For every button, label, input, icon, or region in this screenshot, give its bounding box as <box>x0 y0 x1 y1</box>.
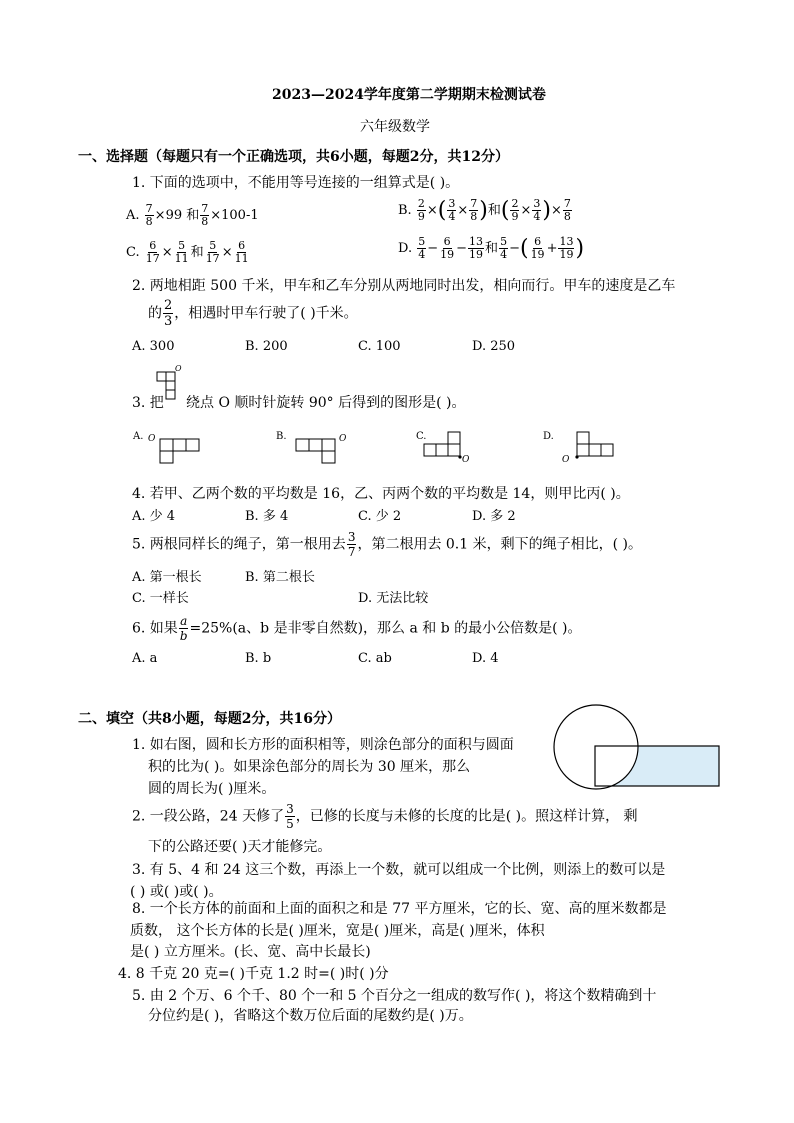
fill-q8-line2: 质数， 这个长方体的长是( )厘米，宽是( )厘米，高是( )厘米，体积 <box>130 923 545 939</box>
fraction: $\frac{6}{19}$ <box>440 235 455 261</box>
fraction: $\frac{3}{4}$ <box>448 197 456 223</box>
fill-q2-post: ，已修的长度与未修的长度的比是( )。照这样计算， 剩 <box>295 808 638 825</box>
q6-option-b: B. b <box>245 651 272 666</box>
fraction: $\frac{13}{19}$ <box>559 235 574 261</box>
fraction: $\frac{3}{4}$ <box>533 197 541 223</box>
q6-option-c: C. ab <box>358 651 392 666</box>
q6-pre: 6. 如果 <box>132 620 178 637</box>
q6-option-d: D. 4 <box>472 651 499 666</box>
svg-text:O: O <box>339 434 347 444</box>
question-3-pre: 3. 把 <box>132 395 164 411</box>
q2-option-d: D. 250 <box>472 339 516 354</box>
q5-option-d: D. 无法比较 <box>358 591 429 606</box>
fraction: $\frac{6}{19}$ <box>530 235 545 261</box>
fill-q3-line2: ( ) 或( )或( )。 <box>130 884 223 900</box>
fill-q8-line3: 是( ) 立方厘米。(长、宽、高中长最长) <box>130 944 371 960</box>
q5-post: ，第二根用去 0.1 米，剩下的绳子相比，( )。 <box>357 536 642 553</box>
q2-pre: 的 <box>148 305 162 322</box>
q5-pre: 5. 两根同样长的绳子，第一根用去 <box>132 536 346 553</box>
q4-option-b: B. 多 4 <box>245 509 289 524</box>
q3-figure-d <box>562 430 622 466</box>
q2-option-a: A. 300 <box>132 339 175 354</box>
fraction: $\frac{7}{8}$ <box>563 197 571 223</box>
q1-a-tail: ×100-1 <box>210 208 259 223</box>
q1-option-c: C. $\frac{6}{17}$ × $\frac{5}{11}$ 和 $\frac{5}{17}$ × $\frac{6}{11}$ <box>126 239 249 265</box>
q1-d-label: D. <box>398 241 413 256</box>
q3-option-a: A. <box>133 431 144 442</box>
q6-option-a: A. a <box>132 651 158 666</box>
fraction: $\frac{5}{4}$ <box>418 235 426 261</box>
question-4-text: 4. 若甲、乙两个数的平均数是 16，乙、丙两个数的平均数是 14，则甲比丙( )。 <box>132 486 630 502</box>
fraction: $\frac{2}{9}$ <box>417 197 425 223</box>
page-title: 2023—2024学年度第二学期期末检测试卷 <box>272 87 546 103</box>
fill-q8-line1: 8. 一个长方体的前面和上面的面积之和是 77 平方厘米，它的长、宽、高的厘米数都是 <box>132 901 667 917</box>
fraction: $\frac{5}{11}$ <box>174 239 189 265</box>
svg-text:O: O <box>562 455 570 465</box>
fill-q1-line3: 圆的周长为( )厘米。 <box>148 781 276 797</box>
fill-q1-line2: 积的比为( )。如果涂色部分的周长为 30 厘米，那么 <box>148 759 471 775</box>
q3-option-d: D. <box>543 431 554 442</box>
fraction: $\frac{13}{19}$ <box>469 235 484 261</box>
fill-q4-text: 4. 8 千克 20 克=( )千克 1.2 时=( )时( )分 <box>118 966 389 982</box>
question-2-line2 <box>148 298 358 329</box>
fill-q1-line1: 1. 如右图，圆和长方形的面积相等，则涂色部分的面积与圆面 <box>132 737 514 753</box>
q1-option-b: B. $\frac{2}{9}$ ×( $\frac{3}{4}$ × $\frac{7}{8}$ )和( $\frac{2}{9}$ × $\frac{3}{4}$ )× $\frac{7}{8}$ <box>398 197 571 223</box>
q5-option-a: A. 第一根长 <box>132 570 202 585</box>
section-heading-choice: 一、选择题（每题只有一个正确选项，共6小题，每题2分，共12分） <box>78 149 509 165</box>
question-3-post: 绕点 O 顺时针旋转 90° 后得到的图形是( )。 <box>186 395 466 411</box>
fraction: $\frac{a}{b}$ <box>179 614 188 643</box>
section-heading-fill: 二、填空（共8小题，每题2分，共16分） <box>78 711 341 727</box>
fill-q2-pre: 2. 一段公路，24 天修了 <box>132 808 285 825</box>
fraction: $\frac{7}{8}$ <box>470 197 478 223</box>
q5-option-b: B. 第二根长 <box>245 570 315 585</box>
q1-b-label: B. <box>398 203 412 218</box>
circle-rectangle-figure <box>550 703 730 793</box>
svg-text:O: O <box>148 434 156 444</box>
fraction: $\frac{7}{8}$ <box>201 202 209 228</box>
question-6-text <box>132 614 582 643</box>
fraction: $\frac{7}{8}$ <box>145 202 153 228</box>
q2-post: ，相遇时甲车行驶了( )千米。 <box>174 305 358 322</box>
fraction: $\frac{6}{11}$ <box>234 239 249 265</box>
fraction: $\frac{3}{5}$ <box>286 802 294 831</box>
question-5-text <box>132 530 642 559</box>
q1-option-a <box>126 203 259 228</box>
q4-option-a: A. 少 4 <box>132 509 176 524</box>
q1-a-mid: ×99 和 <box>154 208 200 223</box>
fill-q5-line1: 5. 由 2 个万、6 个千、80 个一和 5 个百分之一组成的数写作( )，将这个数精确到十 <box>132 988 657 1004</box>
q1-b-and: 和 <box>487 203 501 218</box>
fill-q2-line1 <box>132 802 638 831</box>
fraction: $\frac{3}{7}$ <box>347 530 356 559</box>
q1-d-and: 和 <box>485 241 499 256</box>
q3-option-b: B. <box>276 431 287 442</box>
q3-figure-b <box>294 430 350 466</box>
q2-option-c: C. 100 <box>358 339 401 354</box>
q3-source-figure <box>155 366 185 406</box>
q3-figure-c <box>420 430 476 466</box>
fraction: $\frac{6}{17}$ <box>145 239 160 265</box>
svg-text:O: O <box>175 364 182 373</box>
fill-q3-line1: 3. 有 5、4 和 24 这三个数，再添上一个数，就可以组成一个比例，则添上的数可以是 <box>132 862 666 878</box>
q1-c-label: C. <box>126 245 140 260</box>
q1-c-and: 和 <box>190 245 204 260</box>
page-subtitle: 六年级数学 <box>360 119 430 135</box>
question-1-text: 1. 下面的选项中，不能用等号连接的一组算式是( )。 <box>132 175 460 191</box>
fill-q5-line2: 分位约是( )，省略这个数万位后面的尾数约是( )万。 <box>148 1008 473 1024</box>
question-2-line1: 2. 两地相距 500 千米，甲车和乙车分别从两地同时出发，相向而行。甲车的速度是乙车 <box>132 278 676 294</box>
q3-option-c: C. <box>416 431 427 442</box>
q1-option-d: D. $\frac{5}{4}$ − $\frac{6}{19}$ − $\frac{13}{19}$ 和 $\frac{5}{4}$ −( $\frac{6}{19}$ + $\frac{13}{19}$ ) <box>398 235 585 261</box>
fraction: $\frac{5}{17}$ <box>205 239 220 265</box>
svg-text:O: O <box>462 455 470 465</box>
q2-option-b: B. 200 <box>245 339 288 354</box>
fraction: $\frac{5}{4}$ <box>500 235 508 261</box>
q5-option-c: C. 一样长 <box>132 591 189 606</box>
q1-a-label: A. <box>126 208 140 223</box>
q4-option-c: C. 少 2 <box>358 509 402 524</box>
fraction: $\frac{2}{9}$ <box>511 197 519 223</box>
q6-post: =25%(a、b 是非零自然数)，那么 a 和 b 的最小公倍数是( )。 <box>189 620 582 637</box>
fraction: $\frac{2}{3}$ <box>164 298 173 329</box>
q4-option-d: D. 多 2 <box>472 509 516 524</box>
q3-figure-a <box>148 430 204 466</box>
fill-q2-line2: 下的公路还要( )天才能修完。 <box>148 839 332 855</box>
